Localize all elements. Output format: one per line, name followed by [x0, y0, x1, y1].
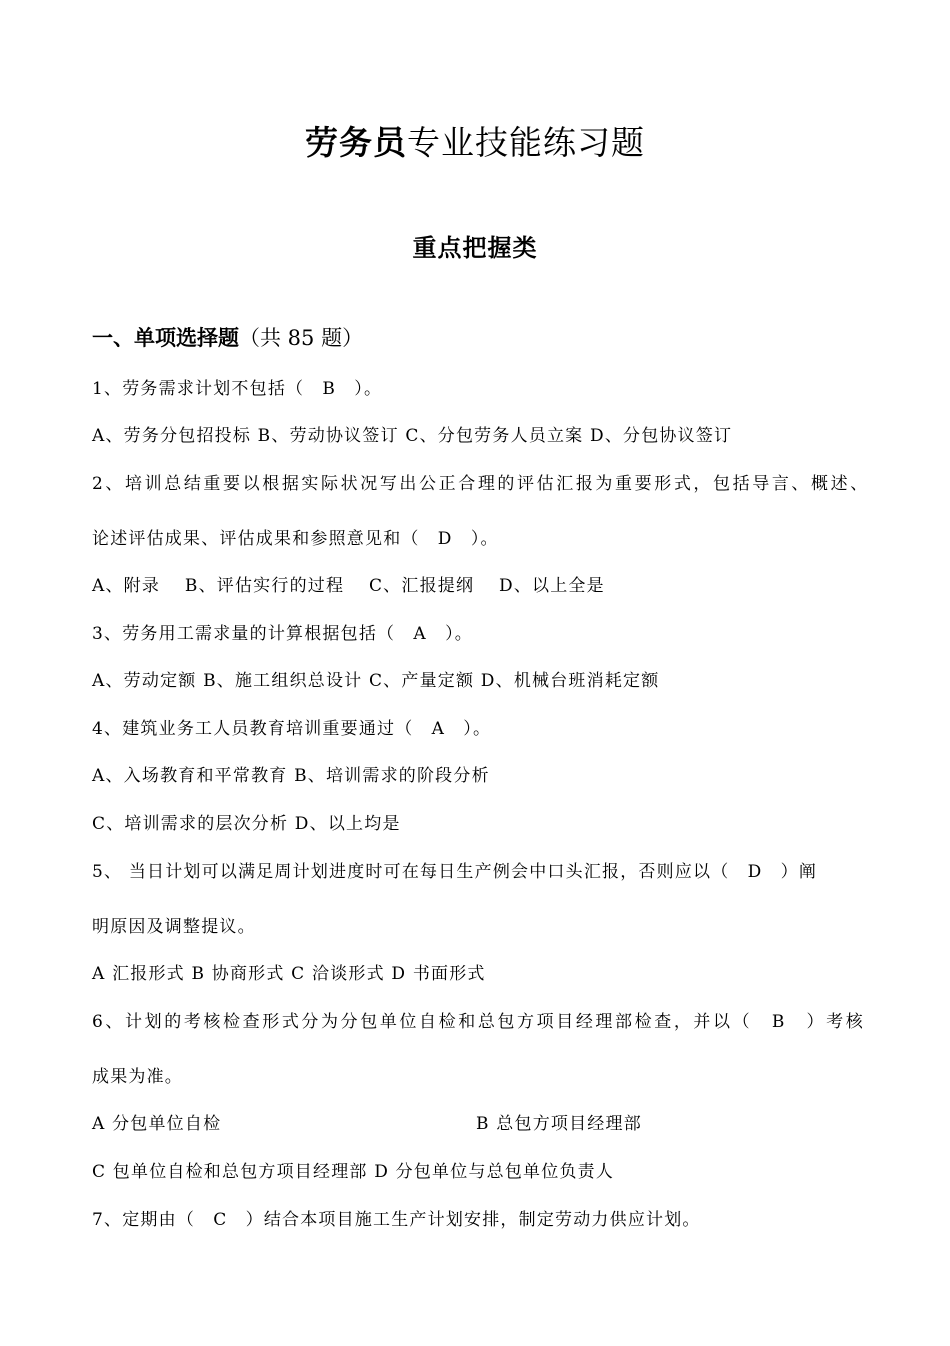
question-4: 4、建筑业务工人员教育培训重要通过（ A ）。	[92, 719, 492, 739]
question-4-options-cd: C、培训需求的层次分析 D、以上均是	[92, 814, 401, 834]
title-rest: 专业技能练习题	[407, 123, 645, 162]
section-subtitle: 重点把握类	[412, 234, 538, 262]
page-title	[0, 117, 950, 164]
question-4-options-ab: A、入场教育和平常教育 B、培训需求的阶段分析	[92, 766, 490, 786]
question-5: 5、 当日计划可以满足周计划进度时可在每日生产例会中口头汇报，否则应以（ D ）阐	[92, 862, 818, 882]
question-5-options: A 汇报形式 B 协商形式 C 洽谈形式 D 书面形式	[92, 964, 486, 984]
question-1: 1、劳务需求计划不包括（ B ）。	[92, 379, 383, 399]
question-6-options-ab	[92, 1112, 642, 1136]
question-2: 2、培训总结重要以根据实际状况写出公正合理的评估汇报为重要形式，包括导言、概述、	[92, 474, 870, 494]
question-3-options: A、劳动定额 B、施工组织总设计 C、产量定额 D、机械台班消耗定额	[92, 671, 660, 691]
question-7: 7、定期由（ C ）结合本项目施工生产计划安排，制定劳动力供应计划。	[92, 1210, 701, 1230]
question-5-cont: 明原因及调整提议。	[92, 917, 256, 937]
question-6-option-a: A 分包单位自检	[92, 1114, 222, 1134]
section-heading	[92, 322, 363, 352]
question-6: 6、计划的考核检查形式分为分包单位自检和总包方项目经理部检查，并以（ B ）考核	[92, 1012, 866, 1032]
question-6-cont: 成果为准。	[92, 1067, 183, 1087]
question-2-cont: 论述评估成果、评估成果和参照意见和（ D ）。	[92, 529, 499, 549]
section-heading-label: 一、单项选择题	[92, 326, 239, 350]
question-2-options: A、附录 B、评估实行的过程 C、汇报提纲 D、以上全是	[92, 576, 605, 596]
title-bold: 劳务员	[305, 123, 407, 162]
question-3: 3、劳务用工需求量的计算根据包括（ A ）。	[92, 624, 473, 644]
question-6-options-cd: C 包单位自检和总包方项目经理部 D 分包单位与总包单位负责人	[92, 1162, 615, 1182]
question-6-option-b: B 总包方项目经理部	[476, 1114, 642, 1134]
section-question-count: （共 85 题）	[239, 326, 364, 350]
question-1-options: A、劳务分包招投标 B、劳动协议签订 C、分包劳务人员立案 D、分包协议签订	[92, 426, 733, 446]
